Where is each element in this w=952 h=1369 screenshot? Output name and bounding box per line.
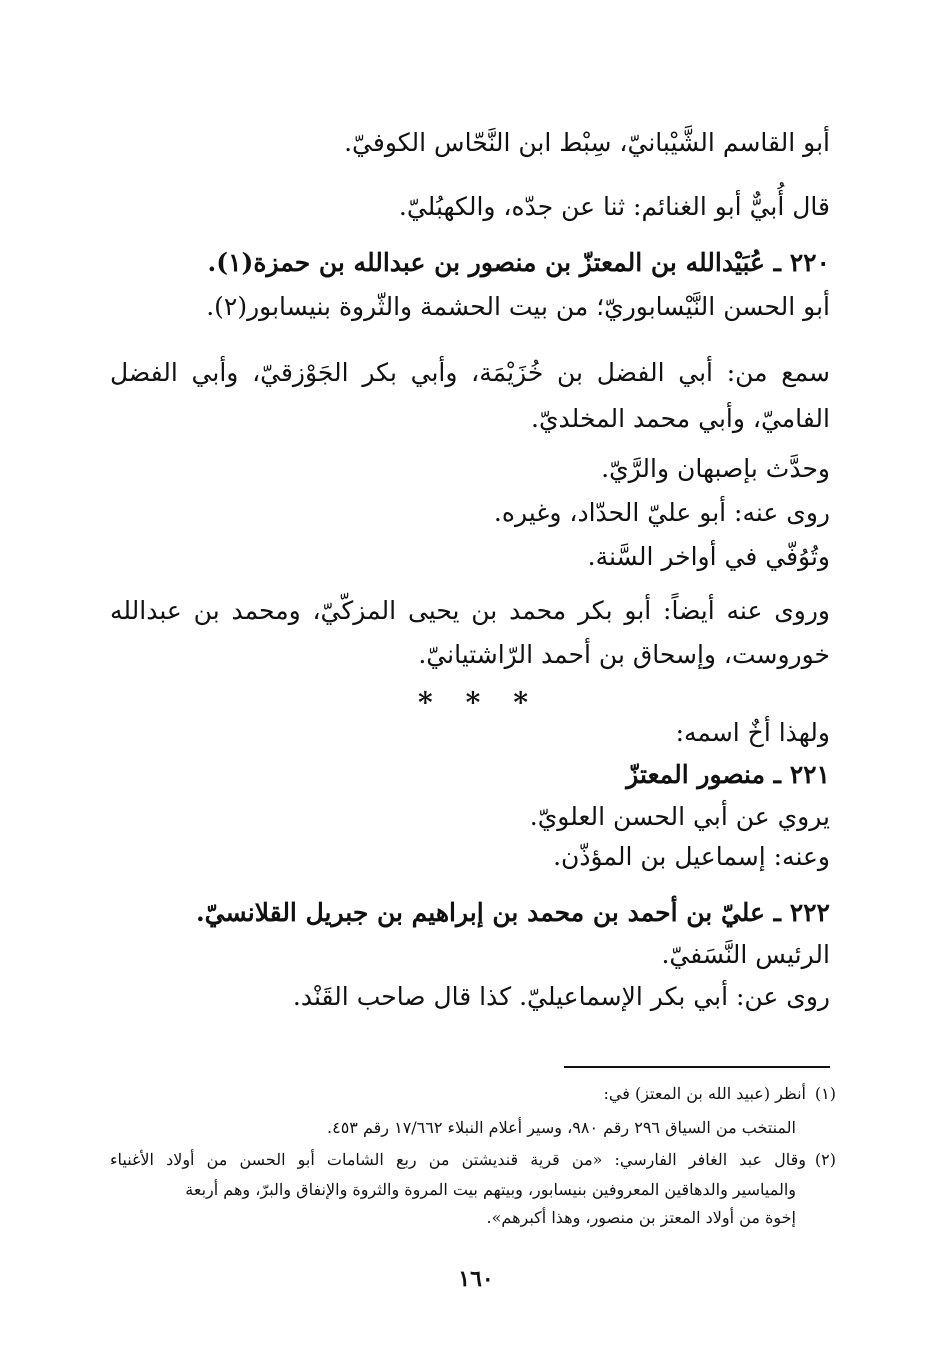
text-line: روى عنه: أبو عليّ الحدّاد، وغيره. xyxy=(493,498,830,527)
entry-heading-222: ٢٢٢ ـ عليّ بن أحمد بن محمد بن إبراهيم بن جبريل القلانسيّ. xyxy=(195,898,830,927)
entry-heading-220: ٢٢٠ ـ عُبَيْدالله بن المعتزّ بن منصور بن عبدالله بن حمزة(١). xyxy=(207,248,830,277)
page-number: ١٦٠ xyxy=(458,1266,494,1292)
footnote-number: (١) xyxy=(814,1084,836,1103)
text-line: خوروست، وإسحاق بن أحمد الرّاشتيانيّ. xyxy=(418,640,830,669)
text-line: ولهذا أخٌ اسمه: xyxy=(675,718,830,747)
footnote-text: والمياسير والدهاقين المعروفين بنيسابور، وبيتهم بيت المروة والثروة والإنفاق والبرّ، وهم أربعة xyxy=(185,1180,796,1199)
star-mark: * xyxy=(465,686,481,719)
text-line: وروى عنه أيضاً: أبو بكر محمد بن يحيى المزكّيّ، ومحمد بن عبدالله xyxy=(110,596,830,625)
entry-heading-221: ٢٢١ ـ منصور المعتزّ xyxy=(626,760,830,789)
footnote-text: أنظر (عبيد الله بن المعتز) في: xyxy=(603,1084,806,1103)
text-line: أبو الحسن النَّيْسابوريّ؛ من بيت الحشمة والثّروة بنيسابور(٢). xyxy=(206,292,830,321)
section-divider xyxy=(418,686,528,719)
footnote-number: (٢) xyxy=(814,1150,836,1169)
text-line: روى عن: أبي بكر الإسماعيليّ. كذا قال صاحب القَنْد. xyxy=(292,982,830,1011)
footnote-text: المنتخب من السياق ٢٩٦ رقم ٩٨٠، وسير أعلام النبلاء ١٧/٦٦٢ رقم ٤٥٣. xyxy=(327,1118,796,1137)
text-line: الرئيس النَّسَفيّ. xyxy=(661,940,830,969)
footnote-separator xyxy=(564,1066,830,1068)
text-line: أبو القاسم الشَّيْبانيّ، سِبْط ابن النَّحّاس الكوفيّ. xyxy=(344,128,830,157)
text-line: وتُوُفّي في أواخر السَّنة. xyxy=(587,542,830,571)
text-line: يروي عن أبي الحسن العلويّ. xyxy=(529,802,830,831)
text-line: سمع من: أبي الفضل بن خُزَيْمَة، وأبي بكر الجَوْزقيّ، وأبي الفضل xyxy=(110,358,830,387)
text-line: وحدَّث بإصبهان والرَّيّ. xyxy=(601,454,830,483)
text-line: الفاميّ، وأبي محمد المخلديّ. xyxy=(531,404,830,433)
footnote-1 xyxy=(603,1084,836,1103)
text-line: وعنه: إسماعيل بن المؤذّن. xyxy=(553,842,830,871)
footnote-text: وقال عبد الغافر الفارسي: «من قرية قنديشتن من ربع الشامات أبو الحسن من أولاد الأغنياء xyxy=(110,1150,806,1169)
text-line: قال أُبيٌّ أبو الغنائم: ثنا عن جدّه، والكهبُليّ. xyxy=(398,192,830,221)
footnote-text: إخوة من أولاد المعتز بن منصور، وهذا أكبرهم». xyxy=(486,1208,796,1227)
star-mark: * xyxy=(418,686,433,719)
star-mark: * xyxy=(513,686,528,719)
footnote-2 xyxy=(110,1150,836,1169)
